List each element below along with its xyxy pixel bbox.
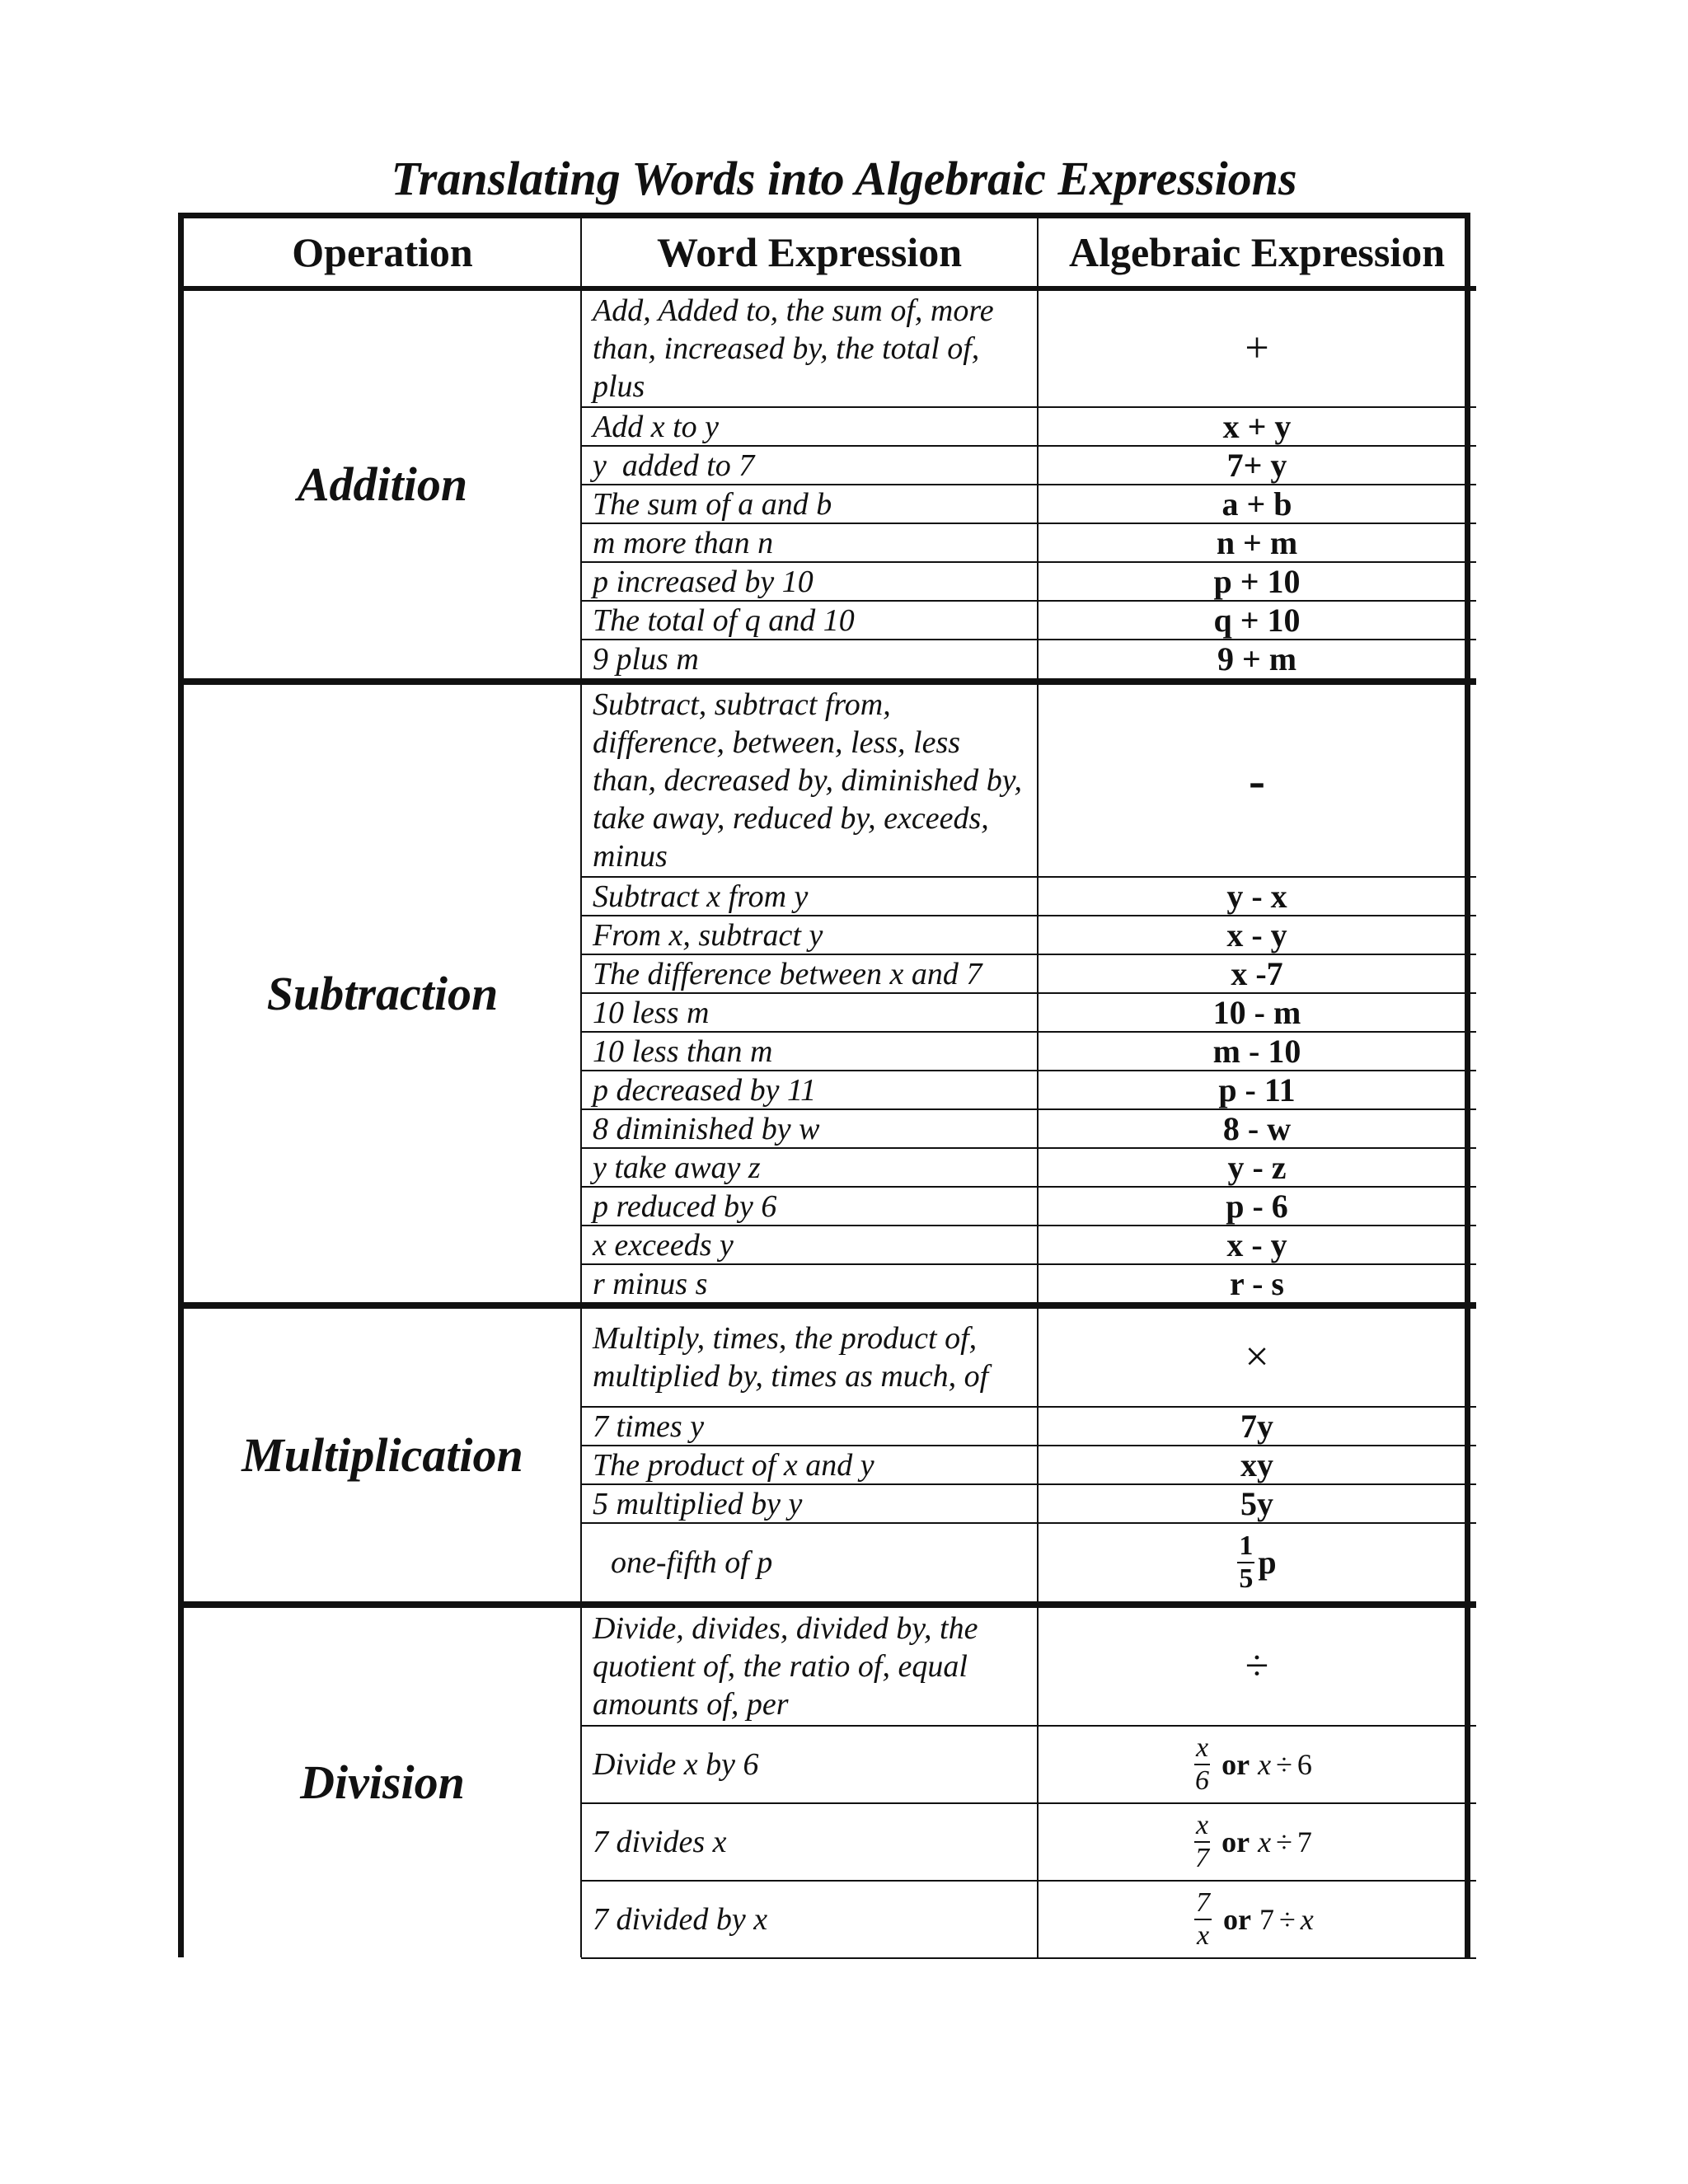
operation-multiplication: Multiplication bbox=[241, 1427, 523, 1482]
algebraic-expression: x - y bbox=[1226, 1226, 1287, 1263]
operation-addition: Addition bbox=[297, 457, 468, 511]
algebraic-expression: y - x bbox=[1226, 877, 1287, 915]
fraction-denominator: 7 bbox=[1195, 1843, 1210, 1873]
algebraic-expression bbox=[1038, 1727, 1476, 1802]
word-expression: The sum of a and b bbox=[593, 486, 832, 522]
algebraic-expression: x + y bbox=[1222, 407, 1292, 445]
algebraic-expression: 8 - w bbox=[1222, 1109, 1292, 1147]
variable: p bbox=[1258, 1544, 1277, 1581]
header-word-expression: Word Expression bbox=[657, 229, 962, 275]
algebraic-expression: r - s bbox=[1230, 1264, 1284, 1302]
fraction bbox=[1194, 1811, 1210, 1872]
word-expression: 7 times y bbox=[593, 1408, 705, 1444]
division-expression bbox=[1258, 1750, 1312, 1779]
divisor: 6 bbox=[1296, 1748, 1312, 1781]
algebraic-expression bbox=[1038, 1524, 1476, 1601]
algebraic-expression: x - y bbox=[1226, 916, 1287, 954]
algebraic-expression: p - 11 bbox=[1218, 1071, 1296, 1108]
page-title: Translating Words into Algebraic Expressions bbox=[391, 152, 1297, 205]
operator-symbol: × bbox=[1245, 1333, 1269, 1380]
word-expression: 7 divides x bbox=[593, 1825, 727, 1859]
column-divider bbox=[1037, 218, 1039, 1957]
operator-symbol: ÷ bbox=[1245, 1643, 1269, 1690]
operator-symbol: + bbox=[1245, 325, 1269, 372]
column-divider bbox=[580, 218, 582, 1957]
division-expression bbox=[1259, 1905, 1314, 1934]
word-expression: From x, subtract y bbox=[593, 917, 823, 953]
word-expression: y take away z bbox=[593, 1150, 761, 1185]
divisor: x bbox=[1300, 1903, 1314, 1936]
algebraic-expression: 9 + m bbox=[1217, 640, 1297, 677]
algebraic-expression: 7+ y bbox=[1226, 446, 1287, 484]
word-expression: Divide x by 6 bbox=[593, 1747, 759, 1782]
fraction bbox=[1237, 1532, 1254, 1593]
keywords-addition: Add, Added to, the sum of, more than, increased by, the total of, plus bbox=[593, 293, 994, 404]
algebraic-expression: p + 10 bbox=[1213, 562, 1301, 600]
fraction bbox=[1194, 1889, 1212, 1950]
section-rule bbox=[184, 678, 1476, 685]
algebraic-expression: y - z bbox=[1227, 1148, 1287, 1186]
algebraic-expression: p - 6 bbox=[1226, 1187, 1288, 1225]
fraction-numerator: 1 bbox=[1237, 1532, 1254, 1563]
word-expression: 7 divided by x bbox=[593, 1902, 768, 1937]
translation-table bbox=[178, 213, 1470, 1957]
operation-subtraction: Subtraction bbox=[266, 966, 499, 1020]
keywords-multiplication: Multiply, times, the product of, multiplied by, times as much, of bbox=[593, 1321, 989, 1394]
section-rule bbox=[184, 1601, 1476, 1608]
word-expression: p reduced by 6 bbox=[593, 1188, 777, 1224]
fraction bbox=[1194, 1734, 1210, 1795]
dividend: 7 bbox=[1259, 1903, 1274, 1936]
word-expression: The total of q and 10 bbox=[593, 602, 855, 638]
word-expression: m more than n bbox=[593, 525, 774, 560]
algebraic-expression: a + b bbox=[1221, 485, 1292, 523]
division-expression bbox=[1258, 1827, 1312, 1857]
word-expression: 9 plus m bbox=[593, 642, 699, 677]
fraction-denominator: 6 bbox=[1195, 1765, 1210, 1796]
algebraic-expression: 7y bbox=[1240, 1407, 1273, 1445]
algebraic-expression: 5y bbox=[1240, 1484, 1273, 1522]
fraction-denominator: x bbox=[1196, 1920, 1210, 1951]
divide-sign: ÷ bbox=[1276, 1825, 1292, 1858]
word-expression: one-fifth of p bbox=[611, 1545, 773, 1580]
header-operation: Operation bbox=[292, 229, 473, 275]
word-expression: The product of x and y bbox=[593, 1447, 874, 1483]
or-label: or bbox=[1223, 1903, 1251, 1936]
dividend: x bbox=[1258, 1748, 1272, 1781]
word-expression: Add x to y bbox=[593, 409, 720, 444]
divide-sign: ÷ bbox=[1276, 1748, 1292, 1781]
word-expression: 10 less m bbox=[593, 995, 710, 1030]
dividend: x bbox=[1258, 1825, 1272, 1858]
divisor: 7 bbox=[1296, 1825, 1312, 1858]
divide-sign: ÷ bbox=[1278, 1903, 1296, 1936]
fraction-denominator: 5 bbox=[1239, 1563, 1254, 1594]
keywords-subtraction: Subtract, subtract from, difference, between, less, less than, decreased by, diminished by, take away, reduced by, exceeds, minus bbox=[593, 687, 1022, 874]
word-expression: p increased by 10 bbox=[593, 564, 814, 599]
algebraic-expression bbox=[1038, 1804, 1476, 1880]
algebraic-expression: 10 - m bbox=[1212, 993, 1301, 1031]
keywords-division: Divide, divides, divided by, the quotient of, the ratio of, equal amounts of, per bbox=[593, 1611, 978, 1722]
fraction-numerator: 7 bbox=[1194, 1889, 1212, 1920]
operation-division: Division bbox=[300, 1755, 465, 1809]
word-expression: r minus s bbox=[593, 1266, 708, 1301]
word-expression: 5 multiplied by y bbox=[593, 1486, 803, 1521]
word-expression: The difference between x and 7 bbox=[593, 956, 982, 991]
word-expression: 10 less than m bbox=[593, 1033, 773, 1069]
algebraic-expression: m - 10 bbox=[1212, 1032, 1301, 1070]
word-expression: x exceeds y bbox=[593, 1227, 734, 1263]
word-expression: p decreased by 11 bbox=[593, 1072, 817, 1108]
or-label: or bbox=[1221, 1825, 1250, 1858]
algebraic-expression: n + m bbox=[1216, 523, 1298, 561]
word-expression: 8 diminished by w bbox=[593, 1111, 820, 1146]
algebraic-expression: q + 10 bbox=[1213, 601, 1301, 639]
fraction-numerator: x bbox=[1194, 1734, 1210, 1765]
table-bottom-rule bbox=[581, 1957, 1476, 1959]
algebraic-expression bbox=[1038, 1882, 1476, 1957]
word-expression: Subtract x from y bbox=[593, 879, 809, 914]
section-rule bbox=[184, 1302, 1476, 1309]
operator-symbol: - bbox=[1249, 753, 1265, 808]
algebraic-expression: xy bbox=[1240, 1446, 1273, 1483]
word-expression: y added to 7 bbox=[593, 448, 755, 483]
algebraic-expression: x -7 bbox=[1231, 954, 1283, 992]
or-label: or bbox=[1221, 1748, 1250, 1781]
fraction-numerator: x bbox=[1194, 1811, 1210, 1843]
header-algebraic-expression: Algebraic Expression bbox=[1068, 229, 1446, 275]
